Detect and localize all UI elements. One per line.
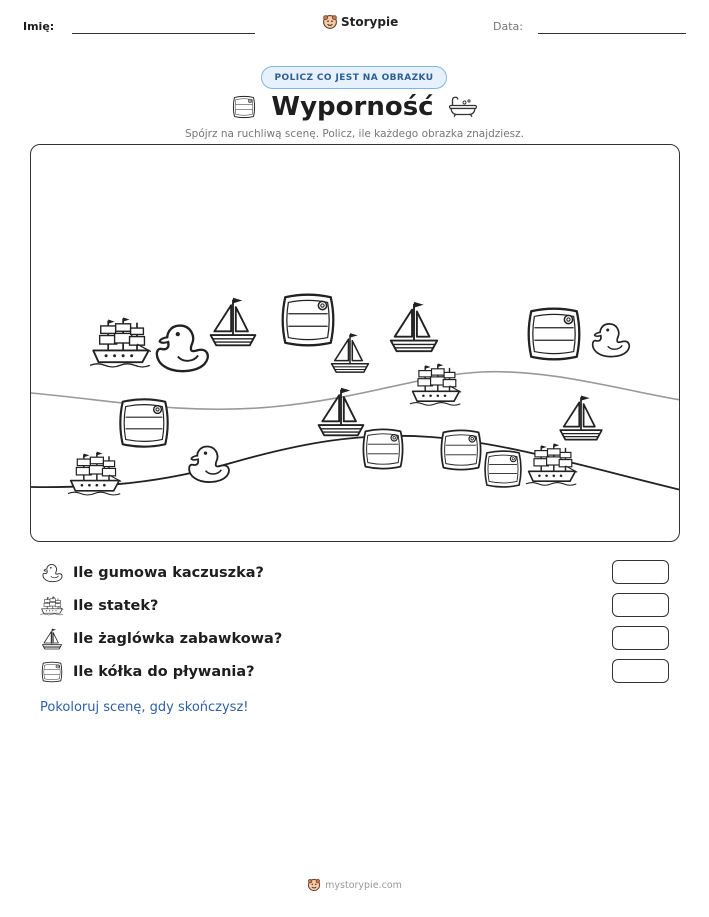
- swim-ring-icon: [40, 660, 64, 684]
- question-swim-ring: [40, 659, 670, 685]
- swim-ring-icon: [115, 393, 173, 453]
- bathtub-icon: [448, 95, 478, 119]
- answer-box-ship[interactable]: [612, 593, 669, 617]
- storypie-logo-icon: [307, 878, 321, 892]
- rubber-duck-icon: [587, 319, 633, 361]
- site-footer: [0, 878, 709, 892]
- page-subtitle: Spójrz na ruchliwą scenę. Policz, ile każdego obrazka znajdziesz.: [185, 128, 524, 140]
- ship-icon: [89, 315, 153, 371]
- swim-ring-icon: [437, 425, 485, 475]
- question-ship: [40, 593, 670, 619]
- rubber-duck-icon: [40, 561, 64, 585]
- ship-icon: [40, 594, 64, 618]
- ship-icon: [67, 449, 123, 499]
- question-text: Ile żaglówka zabawkowa?: [73, 631, 283, 647]
- name-label: Imię:: [23, 20, 55, 33]
- question-text: Ile statek?: [73, 598, 159, 614]
- swim-ring-icon: [481, 447, 525, 491]
- name-line[interactable]: [72, 33, 255, 34]
- ship-icon: [525, 441, 579, 489]
- date-label: Data:: [493, 20, 523, 33]
- answer-box-swim-ring[interactable]: [612, 659, 669, 683]
- site-url: mystorypie.com: [325, 879, 402, 891]
- brand-name: Storypie: [341, 15, 399, 29]
- question-text: Ile gumowa kaczuszka?: [73, 565, 264, 581]
- question-text: Ile kółka do pływania?: [73, 664, 255, 680]
- sailboat-icon: [385, 297, 443, 357]
- swim-ring-icon: [231, 94, 257, 120]
- ship-icon: [409, 361, 463, 409]
- swim-ring-icon: [359, 425, 407, 473]
- rubber-duck-icon: [149, 319, 213, 377]
- title-row: [0, 92, 709, 122]
- date-line[interactable]: [538, 33, 686, 34]
- counting-scene: [30, 144, 680, 542]
- question-duck: [40, 560, 670, 586]
- answer-box-duck[interactable]: [612, 560, 669, 584]
- storypie-logo-icon: [322, 14, 338, 30]
- brand-logo: [322, 14, 398, 30]
- activity-pill: POLICZ CO JEST NA OBRAZKU: [261, 66, 447, 89]
- answer-box-sailboat[interactable]: [612, 626, 669, 650]
- page-title: Wyporność: [271, 92, 434, 122]
- sailboat-icon: [555, 391, 607, 445]
- rubber-duck-icon: [183, 441, 233, 487]
- sailboat-icon: [40, 627, 64, 651]
- swim-ring-icon: [523, 303, 585, 365]
- question-sailboat: [40, 626, 670, 652]
- swim-ring-icon: [277, 289, 339, 351]
- coloring-instruction: Pokoloruj scenę, gdy skończysz!: [40, 700, 249, 715]
- sailboat-icon: [205, 293, 261, 351]
